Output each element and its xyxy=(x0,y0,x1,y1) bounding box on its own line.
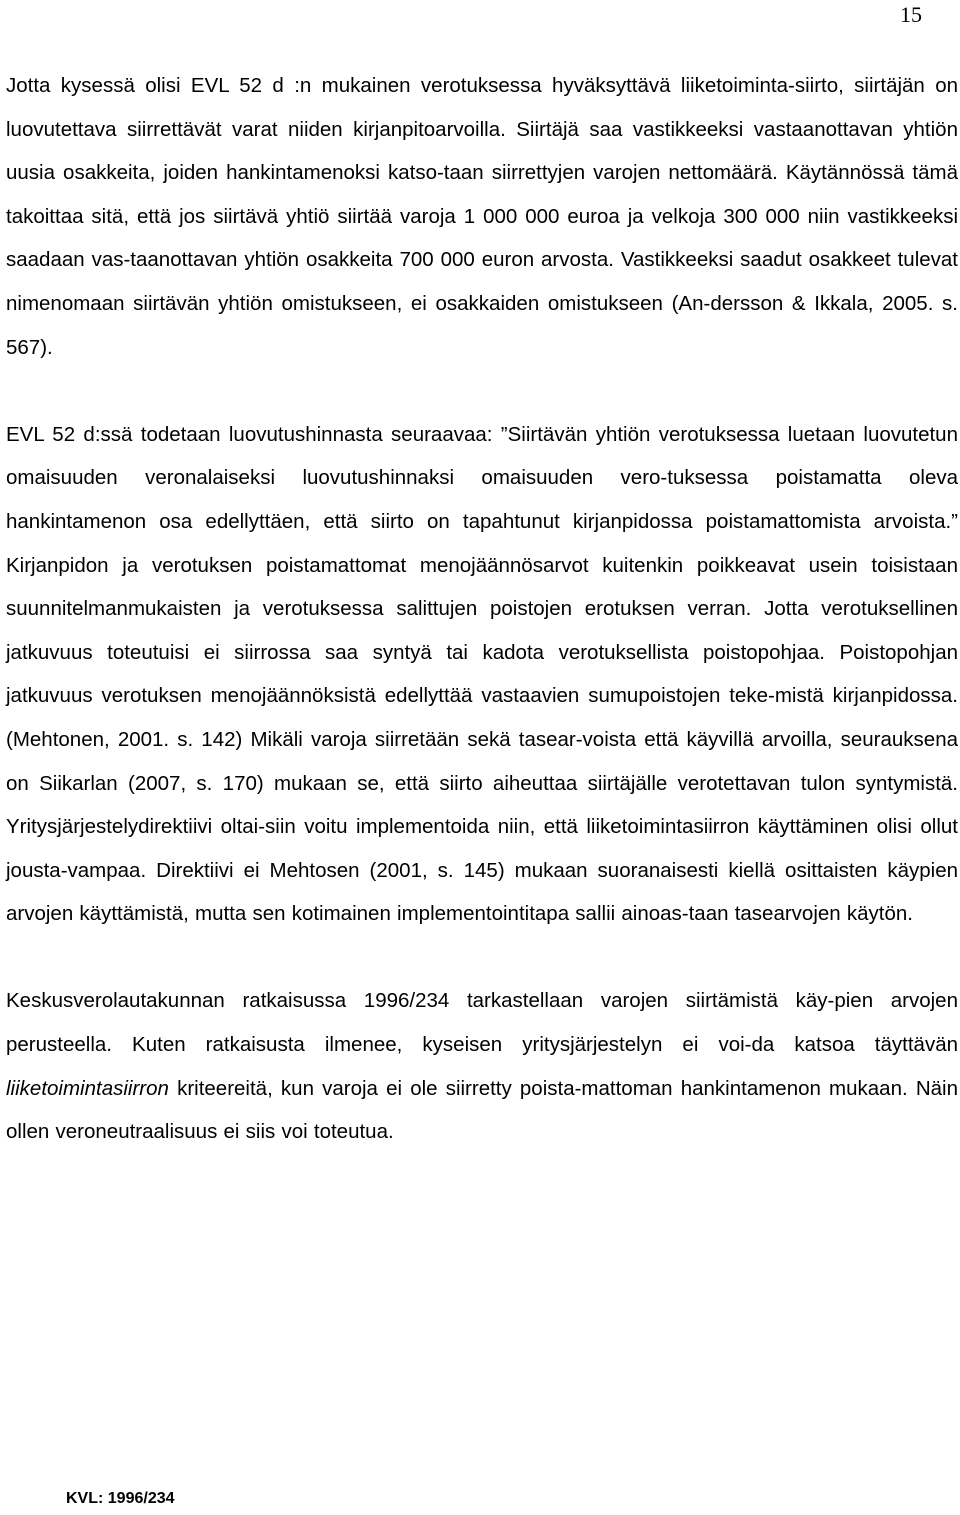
paragraph-3 xyxy=(6,979,958,1153)
page-number: 15 xyxy=(900,2,922,27)
paragraph-text: Keskusverolautakunnan ratkaisussa 1996/234 tarkastellaan varojen siirtämistä käy-pien arvojen perusteella. Kuten ratkaisusta ilmenee, kyseisen yritysjärjestelyn ei voi-da katsoa täyttävän xyxy=(6,989,958,1057)
paragraph-text: kriteereitä, kun varoja ei ole siirretty poista-mattoman hankintamenon mukaan. Näin ollen veroneutraalisuus ei siis voi toteutua. xyxy=(6,1076,958,1144)
paragraph-2 xyxy=(6,413,958,936)
paragraph-text: EVL 52 d:ssä todetaan luovutushinnasta seuraavaa: ”Siirtävän yhtiön verotuksessa luetaan luovutetun omaisuuden veronalaiseksi luovutushinnaksi omaisuuden vero-tuksessa poistamatta oleva hankintamenon osa edellyttäen, että siirto on tapahtunut kirjanpidossa poistamattomista arvoista.” Kirjanpidon ja verotuksen poistamattomat menojäännösarvot kuitenkin poikkeavat usein toisistaan suunnitelmanmukaisten ja verotuksessa salittujen poistojen erotuksen verran. Jotta verotuksellinen jatkuvuus toteutuisi ei siirrossa saa syntyä tai kadota verotuksellista poistopohjaa. Poistopohjan jatkuvuus verotuksen menojäännöksistä edellyttää vastaavien sumupoistojen teke-mistä kirjanpidossa. (Mehtonen, 2001. s. 142) Mikäli varoja siirretään sekä tasear-voista että käyvillä arvoilla, seurauksena on Siikarlan (2007, s. 170) mukaan se, että siirto aiheuttaa siirtäjälle verotettavan tulon syntymistä. Yritysjärjestelydirektiivi oltai-siin voitu implementoida niin, että liiketoimintasiirron käyttäminen olisi ollut jousta-vampaa. Direktiivi ei Mehtosen (2001, s. 145) mukaan suoranaisesti kiellä osittaisten käypien arvojen käyttämistä, mutta sen kotimainen implementointitapa sallii ainoas-taan tasearvojen käytön. xyxy=(6,422,958,926)
paragraph-text: Jotta kysessä olisi EVL 52 d :n mukainen verotuksessa hyväksyttävä liiketoiminta-siirto, siirtäjän on luovutettava siirrettävät varat niiden kirjanpitoarvoilla. Siirtäjä saa vastikkeeksi vastaanottavan yhtiön uusia osakkeita, joiden hankintamenoksi katso-taan siirrettyjen varojen nettomäärä. Käytännössä tämä takoittaa sitä, että jos siirtävä yhtiö siirtää varoja 1 000 000 euroa ja velkoja 300 000 niin vastikkeeksi saadaan vas-taanottavan yhtiön osakkeita 700 000 euron arvosta. Vastikkeeksi saadut osakkeet tulevat nimenomaan siirtävän yhtiön omistukseen, ei osakkaiden omistukseen (An-dersson & Ikkala, 2005. s. 567). xyxy=(6,74,958,359)
document-body xyxy=(6,64,958,1154)
italic-term: liiketoimintasiirron xyxy=(6,1076,169,1100)
paragraph-1 xyxy=(6,64,958,369)
footer-label: KVL: 1996/234 xyxy=(66,1490,175,1507)
